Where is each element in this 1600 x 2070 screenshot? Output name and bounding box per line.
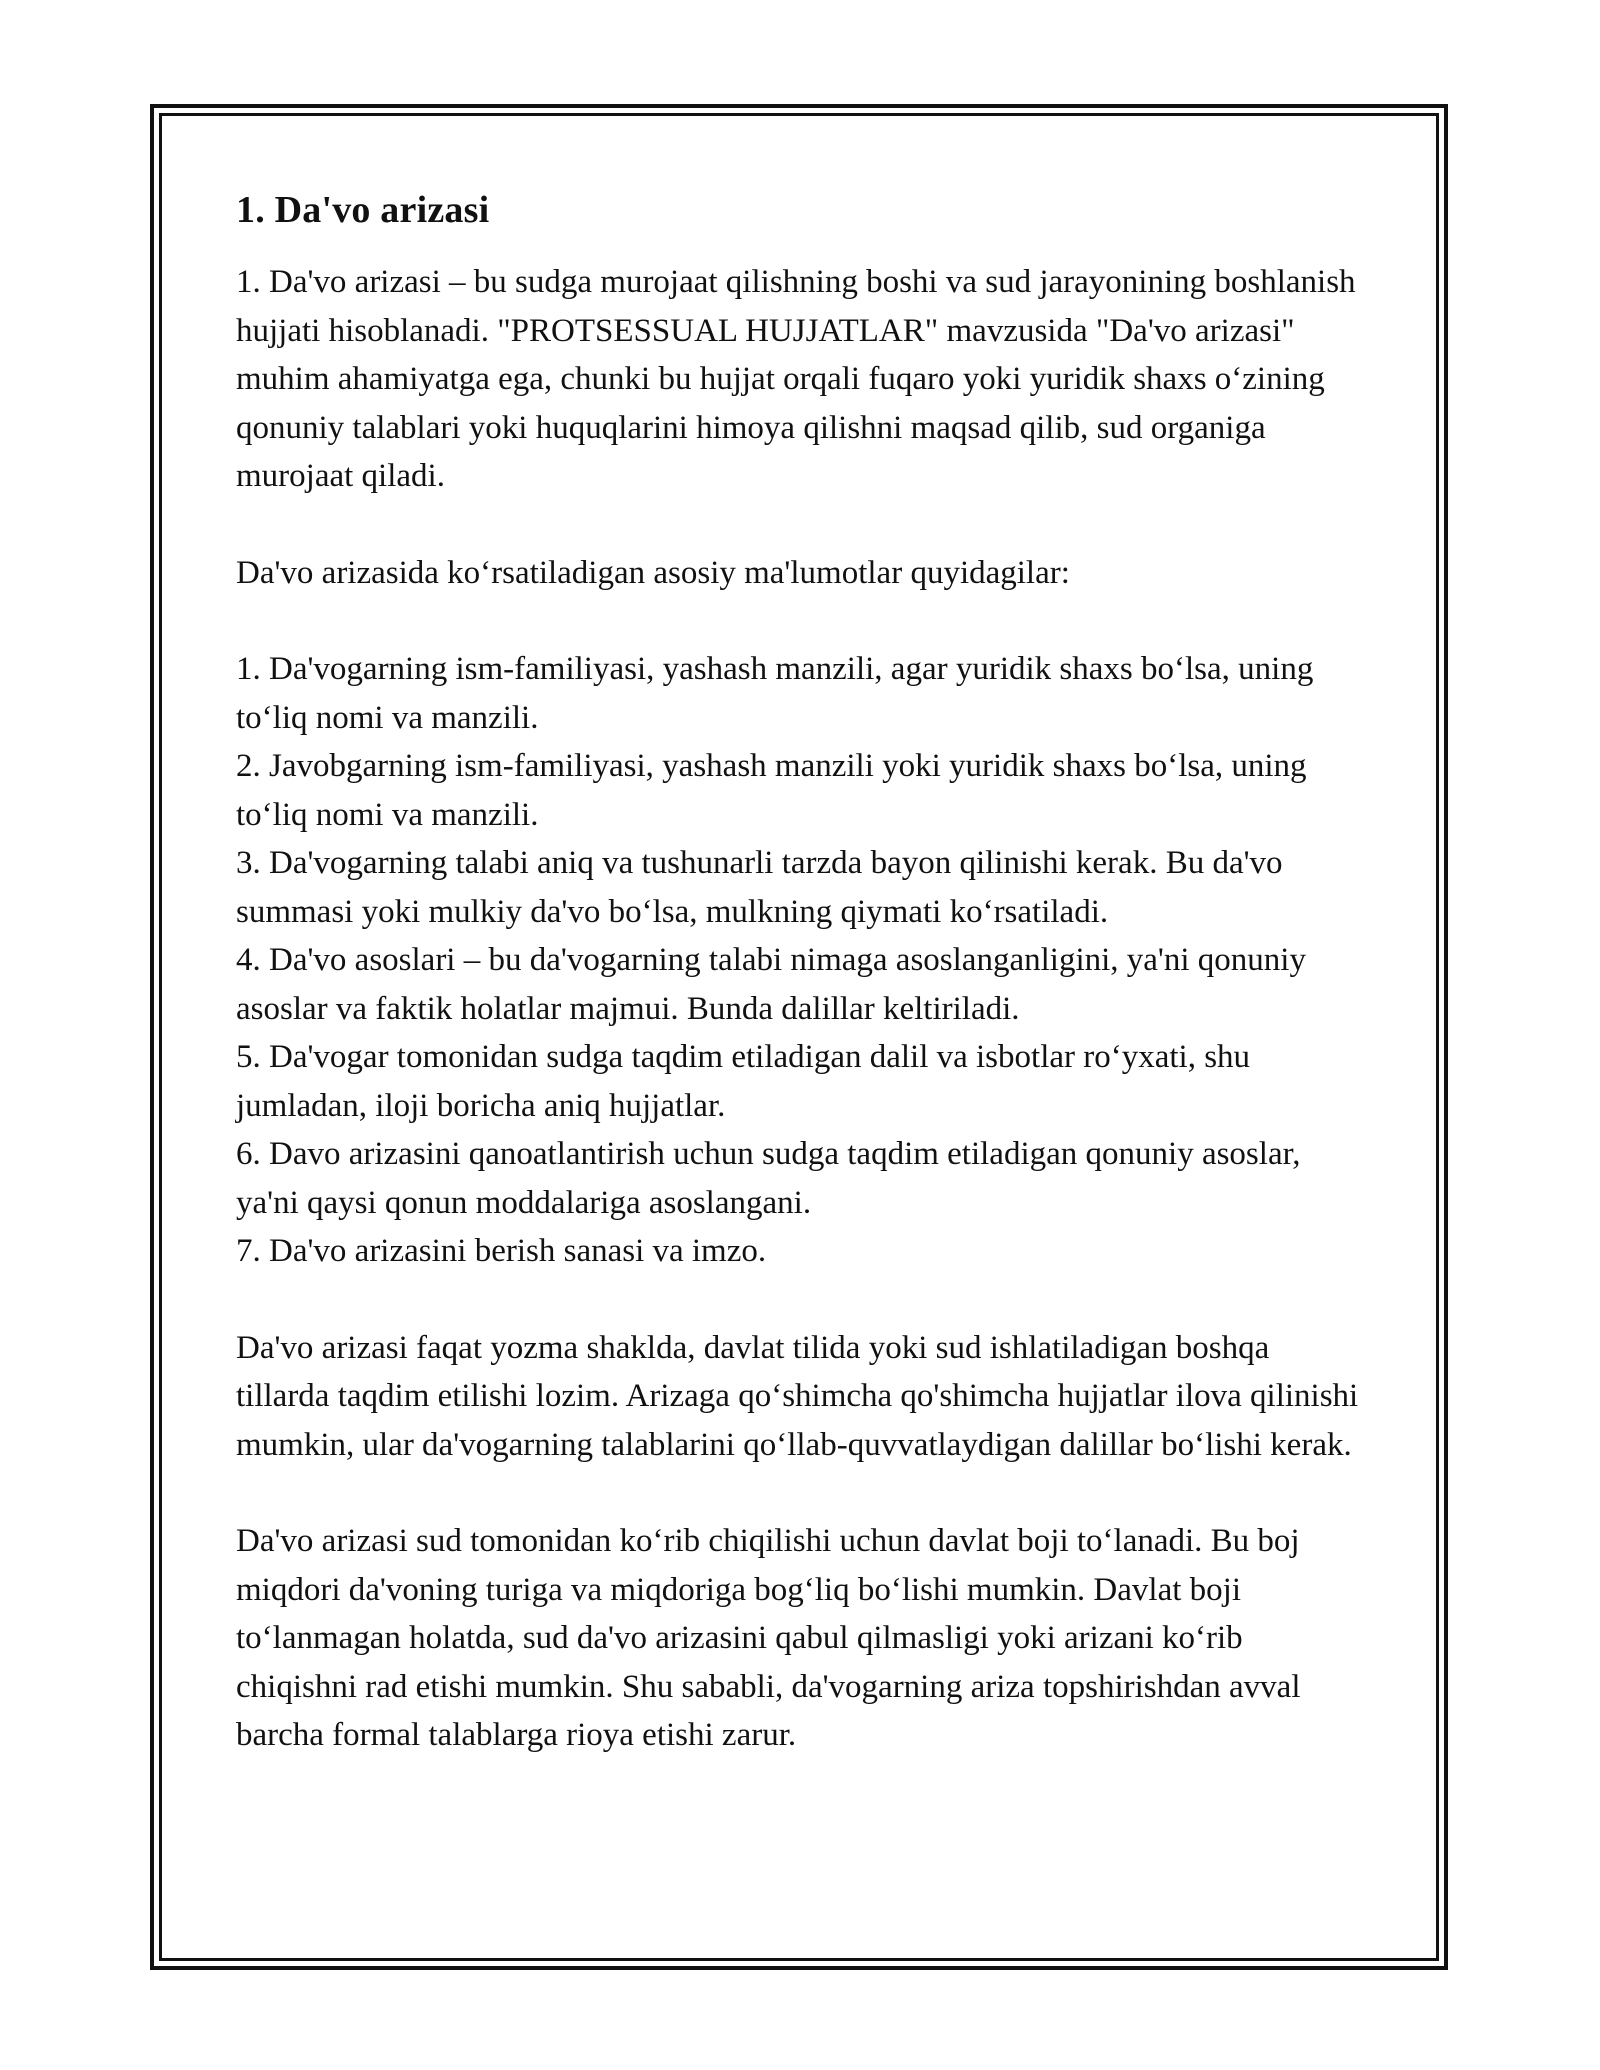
list-item: 2. Javobgarning ism-familiyasi, yashash manzili yoki yuridik shaxs bo‘lsa, uning to‘liq nomi va manzili.	[236, 748, 1307, 833]
list-item: 5. Da'vogar tomonidan sudga taqdim etiladigan dalil va isbotlar ro‘yxati, shu jumladan, iloji boricha aniq hujjatlar.	[236, 1039, 1251, 1124]
form-requirements-paragraph: Da'vo arizasi faqat yozma shaklda, davlat tilida yoki sud ishlatiladigan boshqa tillarda taqdim etilishi lozim. Arizaga qo‘shimcha qo'shimcha hujjatlar ilova qilinishi mumkin, ular da'vogarning talablarini qo‘llab-quvvatlaydigan dalillar bo‘lishi kerak.	[236, 1329, 1359, 1463]
state-fee-paragraph: Da'vo arizasi sud tomonidan ko‘rib chiqilishi uchun davlat boji to‘lanadi. Bu boj miqdori da'voning turiga va miqdoriga bog‘liq bo‘lishi mumkin. Davlat boji to‘lanmagan holatda, sud da'vo arizasini qabul qilmasligi yoki arizani ko‘rib chiqishni rad etishi mumkin. Shu sababli, da'vogarning ariza topshirishdan avval barcha formal talablarga rioya etishi zarur.	[236, 1523, 1301, 1753]
document-body	[236, 186, 1366, 1760]
list-item: 1. Da'vogarning ism-familiyasi, yashash manzili, agar yuridik shaxs bo‘lsa, uning to‘liq nomi va manzili.	[236, 651, 1314, 736]
list-item: 3. Da'vogarning talabi aniq va tushunarli tarzda bayon qilinishi kerak. Bu da'vo summasi yoki mulkiy da'vo bo‘lsa, mulkning qiymati ko‘rsatiladi.	[236, 845, 1283, 930]
section-heading: 1. Da'vo arizasi	[236, 189, 490, 231]
requirements-list	[236, 645, 1366, 1276]
list-item: 6. Davo arizasini qanoatlantirish uchun sudga taqdim etiladigan qonuniy asoslar, ya'ni qaysi qonun moddalariga asoslangani.	[236, 1136, 1301, 1221]
list-item: 4. Da'vo asoslari – bu da'vogarning talabi nimaga asoslanganligini, ya'ni qonuniy asoslar va faktik holatlar majmui. Bunda dalillar keltiriladi.	[236, 942, 1306, 1027]
list-intro-paragraph: Da'vo arizasida ko‘rsatiladigan asosiy ma'lumotlar quyidagilar:	[236, 554, 1070, 591]
list-item: 7. Da'vo arizasini berish sanasi va imzo.	[236, 1233, 767, 1269]
intro-paragraph: 1. Da'vo arizasi – bu sudga murojaat qilishning boshi va sud jarayonining boshlanish hujjati hisoblanadi. "PROTSESSUAL HUJJATLAR" mavzusida "Da'vo arizasi" muhim ahamiyatga ega, chunki bu hujjat orqali fuqaro yoki yuridik shaxs o‘zining qonuniy talablari yoki huquqlarini himoya qilishni maqsad qilib, sud organiga murojaat qiladi.	[236, 264, 1356, 494]
